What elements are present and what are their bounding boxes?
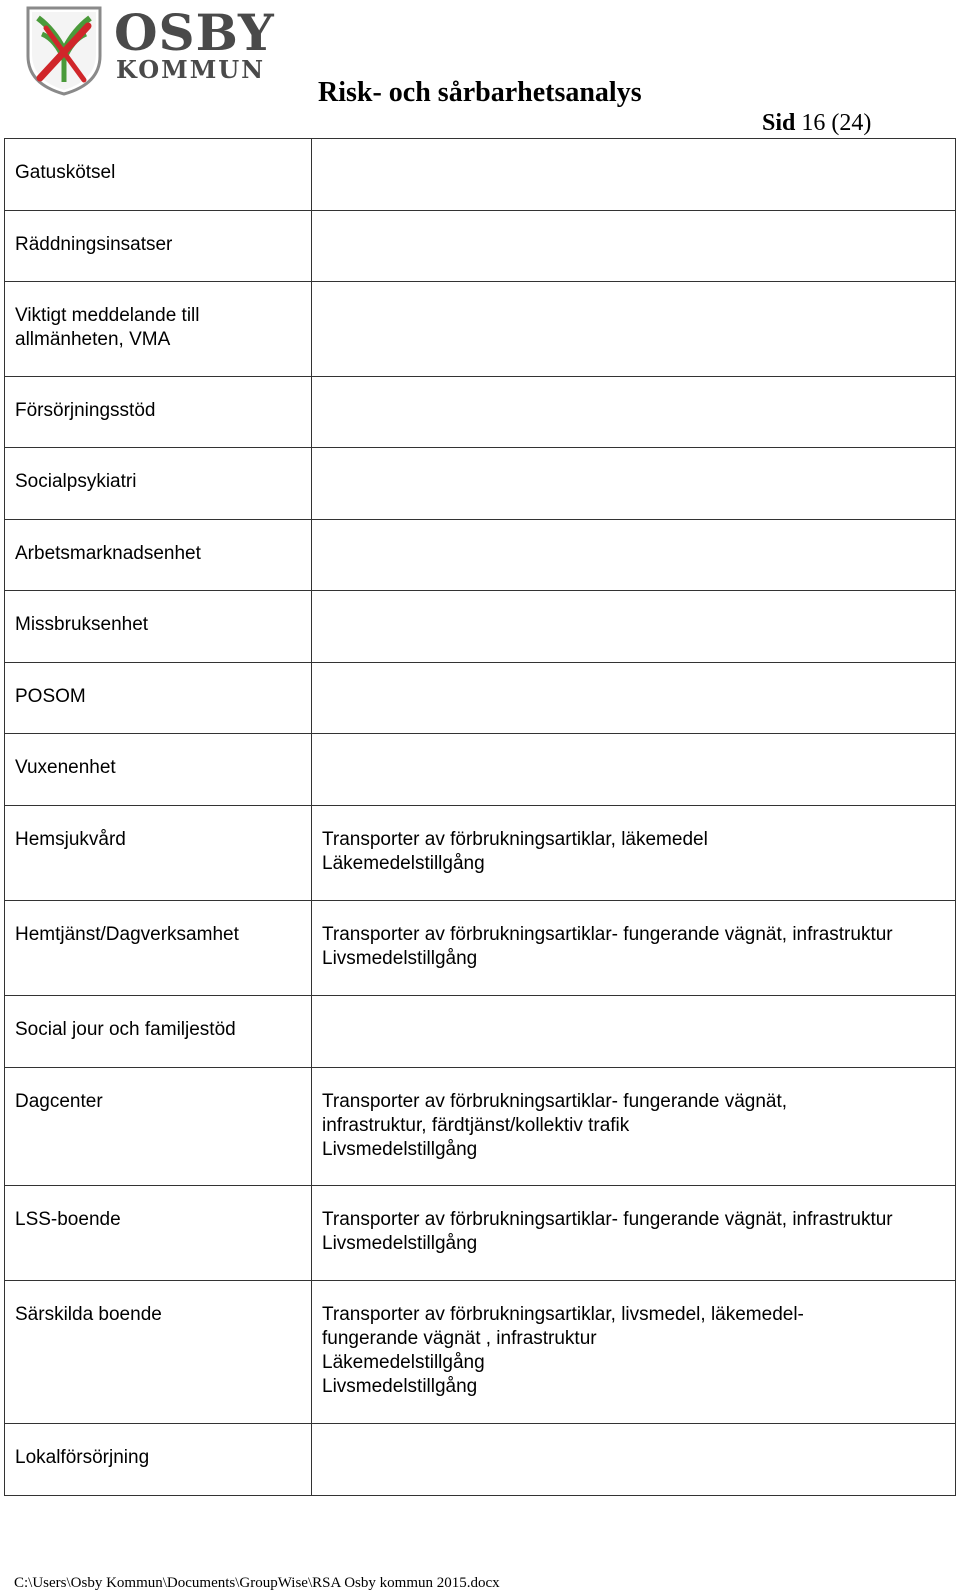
table-row — [5, 806, 956, 901]
table-row — [5, 448, 956, 520]
activity-label: Social jour och familjestöd — [15, 1019, 236, 1040]
dependency-line: infrastruktur, färdtjänst/kollektiv trafik — [322, 1115, 630, 1136]
activity-cell — [5, 282, 312, 377]
activity-dependency-table — [4, 138, 956, 1496]
activity-cell — [5, 806, 312, 901]
activity-cell — [5, 377, 312, 448]
table-row — [5, 1186, 956, 1281]
dependency-cell — [312, 734, 956, 806]
activity-label: Särskilda boende — [15, 1304, 162, 1325]
dependency-cell — [312, 448, 956, 520]
table-row — [5, 377, 956, 448]
page-label: Sid — [762, 110, 796, 136]
dependency-cell — [312, 663, 956, 734]
table-row — [5, 520, 956, 591]
page-number: 16 (24) — [801, 110, 872, 136]
coat-of-arms-icon — [24, 4, 104, 96]
dependency-cell — [312, 520, 956, 591]
dependency-line: Transporter av förbrukningsartiklar- fungerande vägnät, — [322, 1091, 788, 1112]
dependency-cell — [312, 139, 956, 211]
table-row — [5, 211, 956, 282]
activity-cell — [5, 996, 312, 1068]
dependency-cell — [312, 1186, 956, 1281]
dependency-line: Läkemedelstillgång — [322, 853, 485, 874]
osby-kommun-logo — [24, 3, 275, 96]
dependency-cell — [312, 1424, 956, 1496]
dependency-cell — [312, 1068, 956, 1186]
dependency-cell — [312, 901, 956, 996]
dependency-line: fungerande vägnät , infrastruktur — [322, 1328, 597, 1349]
activity-label: Lokalförsörjning — [15, 1447, 150, 1468]
dependency-line: Transporter av förbrukningsartiklar- fungerande vägnät, infrastruktur — [322, 924, 893, 945]
activity-label: Dagcenter — [15, 1091, 103, 1112]
activity-cell — [5, 448, 312, 520]
file-path-footer: C:\Users\Osby Kommun\Documents\GroupWise\RSA Osby kommun 2015.docx — [14, 1575, 500, 1591]
table-row — [5, 734, 956, 806]
dependency-cell — [312, 591, 956, 663]
activity-cell — [5, 734, 312, 806]
dependency-line: Livsmedelstillgång — [322, 1233, 478, 1254]
activity-label: allmänheten, VMA — [15, 329, 171, 350]
dependency-line: Livsmedelstillgång — [322, 1139, 478, 1160]
activity-label: Viktigt meddelande till — [15, 305, 200, 326]
activity-cell — [5, 1424, 312, 1496]
activity-label: Vuxenenhet — [15, 757, 116, 778]
dependency-cell — [312, 211, 956, 282]
table-row — [5, 139, 956, 211]
page-indicator — [762, 108, 871, 138]
activity-label: Gatuskötsel — [15, 162, 116, 183]
table-row — [5, 996, 956, 1068]
activity-cell — [5, 1281, 312, 1424]
activity-label: Försörjningsstöd — [15, 400, 156, 421]
activity-label: Socialpsykiatri — [15, 471, 137, 492]
activity-label: Arbetsmarknadsenhet — [15, 543, 201, 564]
activity-label: Räddningsinsatser — [15, 234, 173, 255]
dependency-cell — [312, 806, 956, 901]
activity-label: Hemtjänst/Dagverksamhet — [15, 924, 239, 945]
activity-cell — [5, 1068, 312, 1186]
logo-subtitle: KOMMUN — [116, 55, 266, 84]
table-row — [5, 1068, 956, 1186]
table-row — [5, 1424, 956, 1496]
dependency-line: Transporter av förbrukningsartiklar, livsmedel, läkemedel- — [322, 1304, 804, 1325]
table-row — [5, 901, 956, 996]
logo-name: OSBY — [114, 3, 275, 62]
dependency-line: Livsmedelstillgång — [322, 948, 478, 969]
activity-cell — [5, 663, 312, 734]
table-row — [5, 1281, 956, 1424]
table-row — [5, 591, 956, 663]
activity-label: Hemsjukvård — [15, 829, 126, 850]
activity-cell — [5, 591, 312, 663]
table-row — [5, 282, 956, 377]
dependency-line: Livsmedelstillgång — [322, 1376, 478, 1397]
activity-cell — [5, 1186, 312, 1281]
table-row — [5, 663, 956, 734]
dependency-cell — [312, 282, 956, 377]
activity-cell — [5, 901, 312, 996]
dependency-cell — [312, 1281, 956, 1424]
dependency-line: Transporter av förbrukningsartiklar, läkemedel — [322, 829, 708, 850]
activity-cell — [5, 139, 312, 211]
dependency-line: Transporter av förbrukningsartiklar- fungerande vägnät, infrastruktur — [322, 1209, 893, 1230]
dependency-cell — [312, 377, 956, 448]
activity-label: Missbruksenhet — [15, 614, 149, 635]
activity-cell — [5, 211, 312, 282]
activity-label: LSS-boende — [15, 1209, 121, 1230]
activity-cell — [5, 520, 312, 591]
dependency-line: Läkemedelstillgång — [322, 1352, 485, 1373]
document-title: Risk- och sårbarhetsanalys — [318, 77, 642, 108]
activity-label: POSOM — [15, 686, 86, 707]
dependency-cell — [312, 996, 956, 1068]
